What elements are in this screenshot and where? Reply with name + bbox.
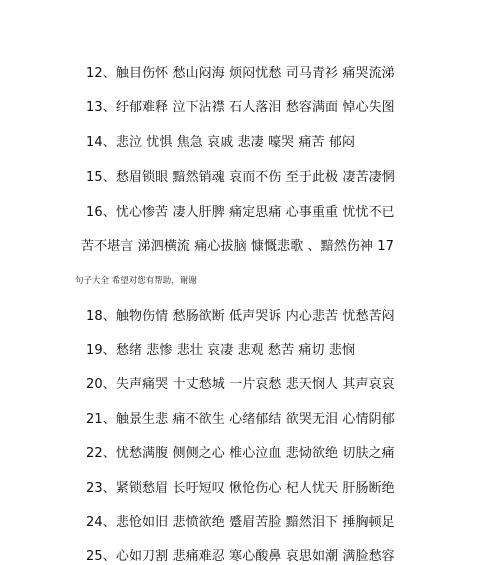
footer-note: 句子大全 希望对您有帮助，谢谢	[75, 276, 197, 286]
text-line-14: 14、悲泣 忧惧 焦急 哀戚 悲凄 嚎哭 痛苦 郁闷	[86, 135, 356, 150]
text-line-25: 25、心如刀割 悲痛难忍 寒心酸鼻 哀思如潮 满脸愁容	[86, 549, 395, 564]
text-line-16-continued: 苦不堪言 涕泗横流 痛心拔脑 慷慨悲歌 、黯然伤神 17	[81, 239, 395, 254]
text-line-13: 13、纡郁难释 泣下沾襟 石人落泪 愁容满面 悼心失图	[86, 100, 395, 115]
text-line-24: 24、悲怆如旧 悲愤欲绝 蹙眉苦脸 黯然泪下 捶胸顿足	[86, 515, 395, 530]
text-line-22: 22、忧愁满腹 侧侧之心 椎心泣血 悲恸欲绝 切肤之痛	[86, 446, 395, 461]
text-line-23: 23、紧锁愁眉 长吁短叹 愀怆伤心 杞人忧天 肝肠断绝	[86, 481, 395, 496]
text-line-16: 16、忧心惨苦 凄人肝脾 痛定思痛 心事重重 忧忧不已	[86, 205, 395, 220]
text-line-12: 12、触目伤怀 愁山闷海 烦闷忧愁 司马青衫 痛哭流涕	[86, 66, 395, 81]
text-line-21: 21、触景生悲 痛不欲生 心绪郁结 欲哭无泪 心情阴郁	[86, 412, 395, 427]
text-line-15: 15、愁眉锁眼 黯然销魂 哀而不伤 至于此极 凄苦凄惘	[86, 170, 395, 185]
text-line-20: 20、失声痛哭 十丈愁城 一片哀愁 悲天悯人 其声哀哀	[86, 377, 395, 392]
text-line-19: 19、愁绪 悲惨 悲壮 哀凄 悲观 愁苦 痛切 悲悯	[86, 343, 356, 358]
text-line-18: 18、触物伤情 愁肠欲断 低声哭诉 内心悲苦 忧愁苦闷	[86, 309, 395, 324]
